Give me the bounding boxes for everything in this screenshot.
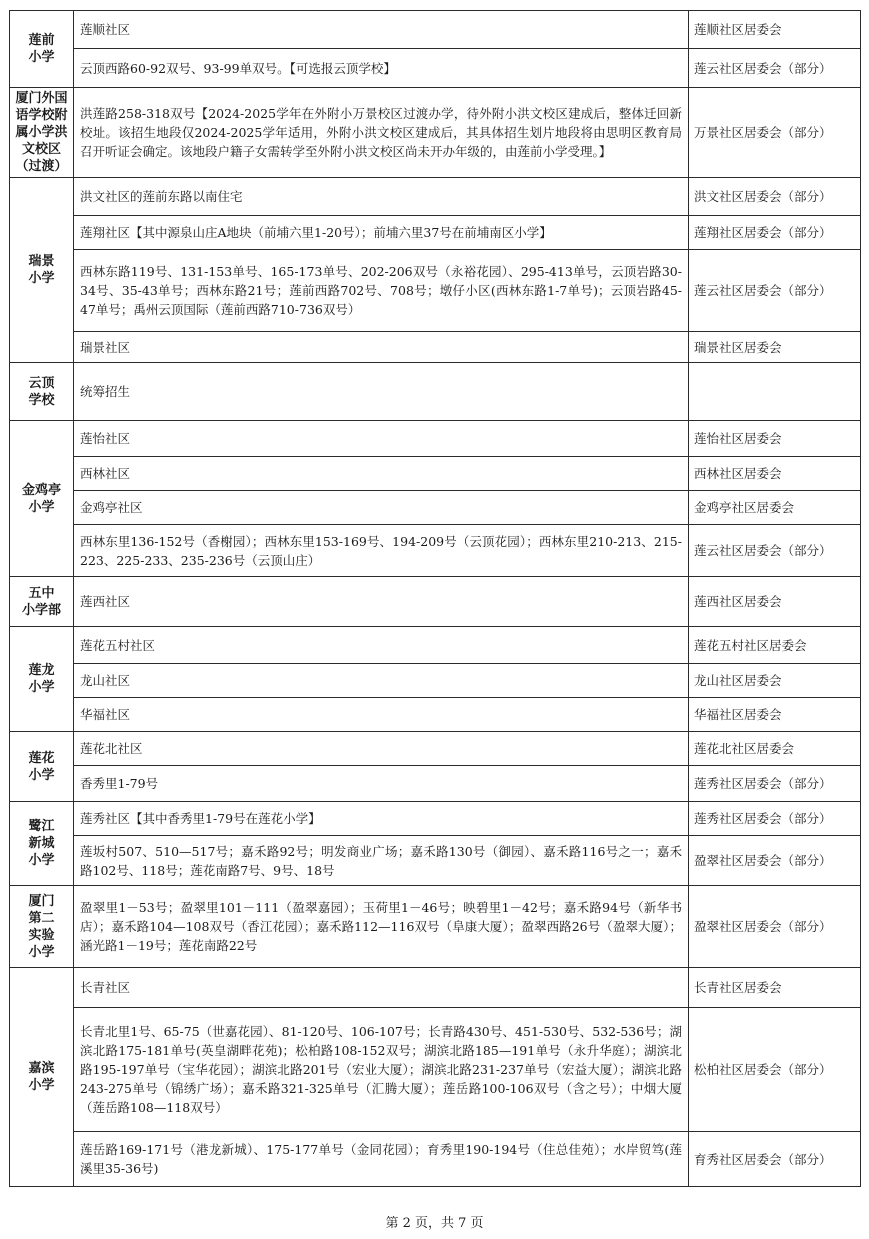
table-row: [10, 766, 861, 802]
committee-cell: [689, 363, 861, 421]
committee-cell: 育秀社区居委会（部分）: [689, 1132, 861, 1187]
committee-cell: 莲西社区居委会: [689, 577, 861, 627]
committee-cell: 华福社区居委会: [689, 698, 861, 732]
enrollment-area-cell: 莲花五村社区: [74, 627, 689, 664]
enrollment-area-cell: 莲西社区: [74, 577, 689, 627]
enrollment-zone-table: [9, 10, 861, 1187]
table-row: [10, 178, 861, 216]
school-name-cell: 莲花 小学: [10, 732, 74, 802]
enrollment-area-cell: 莲秀社区【其中香秀里1-79号在莲花小学】: [74, 802, 689, 836]
committee-cell: 长青社区居委会: [689, 968, 861, 1008]
school-name-cell: 莲龙 小学: [10, 627, 74, 732]
enrollment-area-cell: 长青北里1号、65-75（世嘉花园）、81-120号、106-107号；长青路430号、451-530号、532-536号；湖滨北路175-181单号(英皇湖畔花苑)；松柏路108-152双号；湖滨北路185—191单号（永升华庭）；湖滨北路195-197单号（宝华花园）；湖滨北路201号（宏业大厦）；湖滨北路231-237单号（宏益大厦）；湖滨北路243-275单号（锦绣广场）；嘉禾路321-325单号（汇腾大厦）；莲岳路100-106双号（含之号）；中烟大厦（莲岳路108—118双号）: [74, 1008, 689, 1132]
committee-cell: 万景社区居委会（部分）: [689, 88, 861, 178]
enrollment-area-cell: 长青社区: [74, 968, 689, 1008]
school-name-cell: 五中 小学部: [10, 577, 74, 627]
enrollment-area-cell: 金鸡亭社区: [74, 491, 689, 525]
committee-cell: 莲花北社区居委会: [689, 732, 861, 766]
committee-cell: 莲秀社区居委会（部分）: [689, 766, 861, 802]
committee-cell: 洪文社区居委会（部分）: [689, 178, 861, 216]
table-row: [10, 1132, 861, 1187]
table-row: [10, 886, 861, 968]
enrollment-area-cell: 西林东里136-152号（香榭园）；西林东里153-169号、194-209号（云顶花园）；西林东里210-213、215-223、225-233、235-236号（云顶山庄）: [74, 525, 689, 577]
table-row: [10, 802, 861, 836]
enrollment-area-cell: 莲岳路169-171号（港龙新城）、175-177单号（金同花园）；育秀里190-194号（住总佳苑）；水岸贸笃(莲溪里35-36号): [74, 1132, 689, 1187]
table-row: [10, 968, 861, 1008]
table-row: [10, 627, 861, 664]
committee-cell: 莲云社区居委会（部分）: [689, 250, 861, 332]
committee-cell: 莲云社区居委会（部分）: [689, 525, 861, 577]
committee-cell: 松柏社区居委会（部分）: [689, 1008, 861, 1132]
enrollment-area-cell: 龙山社区: [74, 664, 689, 698]
committee-cell: 莲云社区居委会（部分）: [689, 49, 861, 88]
enrollment-area-cell: 莲花北社区: [74, 732, 689, 766]
committee-cell: 莲花五村社区居委会: [689, 627, 861, 664]
school-name-cell: 厦门外国 语学校附 属小学洪 文校区 （过渡）: [10, 88, 74, 178]
committee-cell: 莲翔社区居委会（部分）: [689, 216, 861, 250]
enrollment-area-cell: 西林东路119号、131-153单号、165-173单号、202-206双号（永裕花园）、295-413单号，云顶岩路30-34号、35-43单号；西林东路21号；莲前西路702号、708号；墩仔小区(西林东路1-7单号)；云顶岩路45-47单号；禹州云顶国际（莲前西路710-736双号）: [74, 250, 689, 332]
enrollment-area-cell: 洪莲路258-318双号【2024-2025学年在外附小万景校区过渡办学，待外附小洪文校区建成后，整体迁回新校址。该招生地段仅2024-2025学年适用，外附小洪文校区建成后，其具体招生划片地段将由思明区教育局召开听证会确定。该地段户籍子女需转学至外附小洪文校区尚未开办年级的，由莲前小学受理。】: [74, 88, 689, 178]
committee-cell: 金鸡亭社区居委会: [689, 491, 861, 525]
table-row: [10, 457, 861, 491]
enrollment-area-cell: 莲翔社区【其中源泉山庄A地块（前埔六里1-20号）；前埔六里37号在前埔南区小学】: [74, 216, 689, 250]
committee-cell: 龙山社区居委会: [689, 664, 861, 698]
table-row: [10, 11, 861, 49]
table-row: [10, 88, 861, 178]
enrollment-area-cell: 盈翠里1－53号；盈翠里101－111（盈翠嘉园）；玉荷里1－46号；映碧里1－42号；嘉禾路94号（新华书店）；嘉禾路104—108双号（香江花园）；嘉禾路112—116双号（阜康大厦）；盈翠西路26号（盈翠大厦）；涵光路1－19号；莲花南路22号: [74, 886, 689, 968]
page-footer: 第 2 页，共 7 页: [385, 1216, 484, 1231]
school-name-cell: 莲前 小学: [10, 11, 74, 88]
school-name-cell: 瑞景 小学: [10, 178, 74, 363]
table-row: [10, 421, 861, 457]
table-row: [10, 525, 861, 577]
table-row: [10, 664, 861, 698]
enrollment-area-cell: 瑞景社区: [74, 332, 689, 363]
school-name-cell: 嘉滨 小学: [10, 968, 74, 1187]
table-row: [10, 363, 861, 421]
table-row: [10, 732, 861, 766]
enrollment-area-cell: 云顶西路60-92双号、93-99单双号。【可选报云顶学校】: [74, 49, 689, 88]
committee-cell: 盈翠社区居委会（部分）: [689, 886, 861, 968]
enrollment-area-cell: 香秀里1-79号: [74, 766, 689, 802]
enrollment-area-cell: 华福社区: [74, 698, 689, 732]
table-row: [10, 216, 861, 250]
table-row: [10, 836, 861, 886]
table-row: [10, 577, 861, 627]
school-name-cell: 云顶 学校: [10, 363, 74, 421]
committee-cell: 盈翠社区居委会（部分）: [689, 836, 861, 886]
committee-cell: 莲秀社区居委会（部分）: [689, 802, 861, 836]
committee-cell: 莲顺社区居委会: [689, 11, 861, 49]
committee-cell: 莲怡社区居委会: [689, 421, 861, 457]
enrollment-area-cell: 西林社区: [74, 457, 689, 491]
school-name-cell: 金鸡亭 小学: [10, 421, 74, 577]
table-row: [10, 250, 861, 332]
table-row: [10, 491, 861, 525]
enrollment-area-cell: 莲顺社区: [74, 11, 689, 49]
table-row: [10, 698, 861, 732]
committee-cell: 西林社区居委会: [689, 457, 861, 491]
enrollment-area-cell: 统筹招生: [74, 363, 689, 421]
committee-cell: 瑞景社区居委会: [689, 332, 861, 363]
table-row: [10, 49, 861, 88]
enrollment-area-cell: 莲怡社区: [74, 421, 689, 457]
school-name-cell: 鹭江 新城 小学: [10, 802, 74, 886]
school-name-cell: 厦门 第二 实验 小学: [10, 886, 74, 968]
table-row: [10, 332, 861, 363]
enrollment-area-cell: 洪文社区的莲前东路以南住宅: [74, 178, 689, 216]
table-row: [10, 1008, 861, 1132]
enrollment-area-cell: 莲坂村507、510—517号；嘉禾路92号；明发商业广场；嘉禾路130号（御园）、嘉禾路116号之一；嘉禾路102号、118号；莲花南路7号、9号、18号: [74, 836, 689, 886]
